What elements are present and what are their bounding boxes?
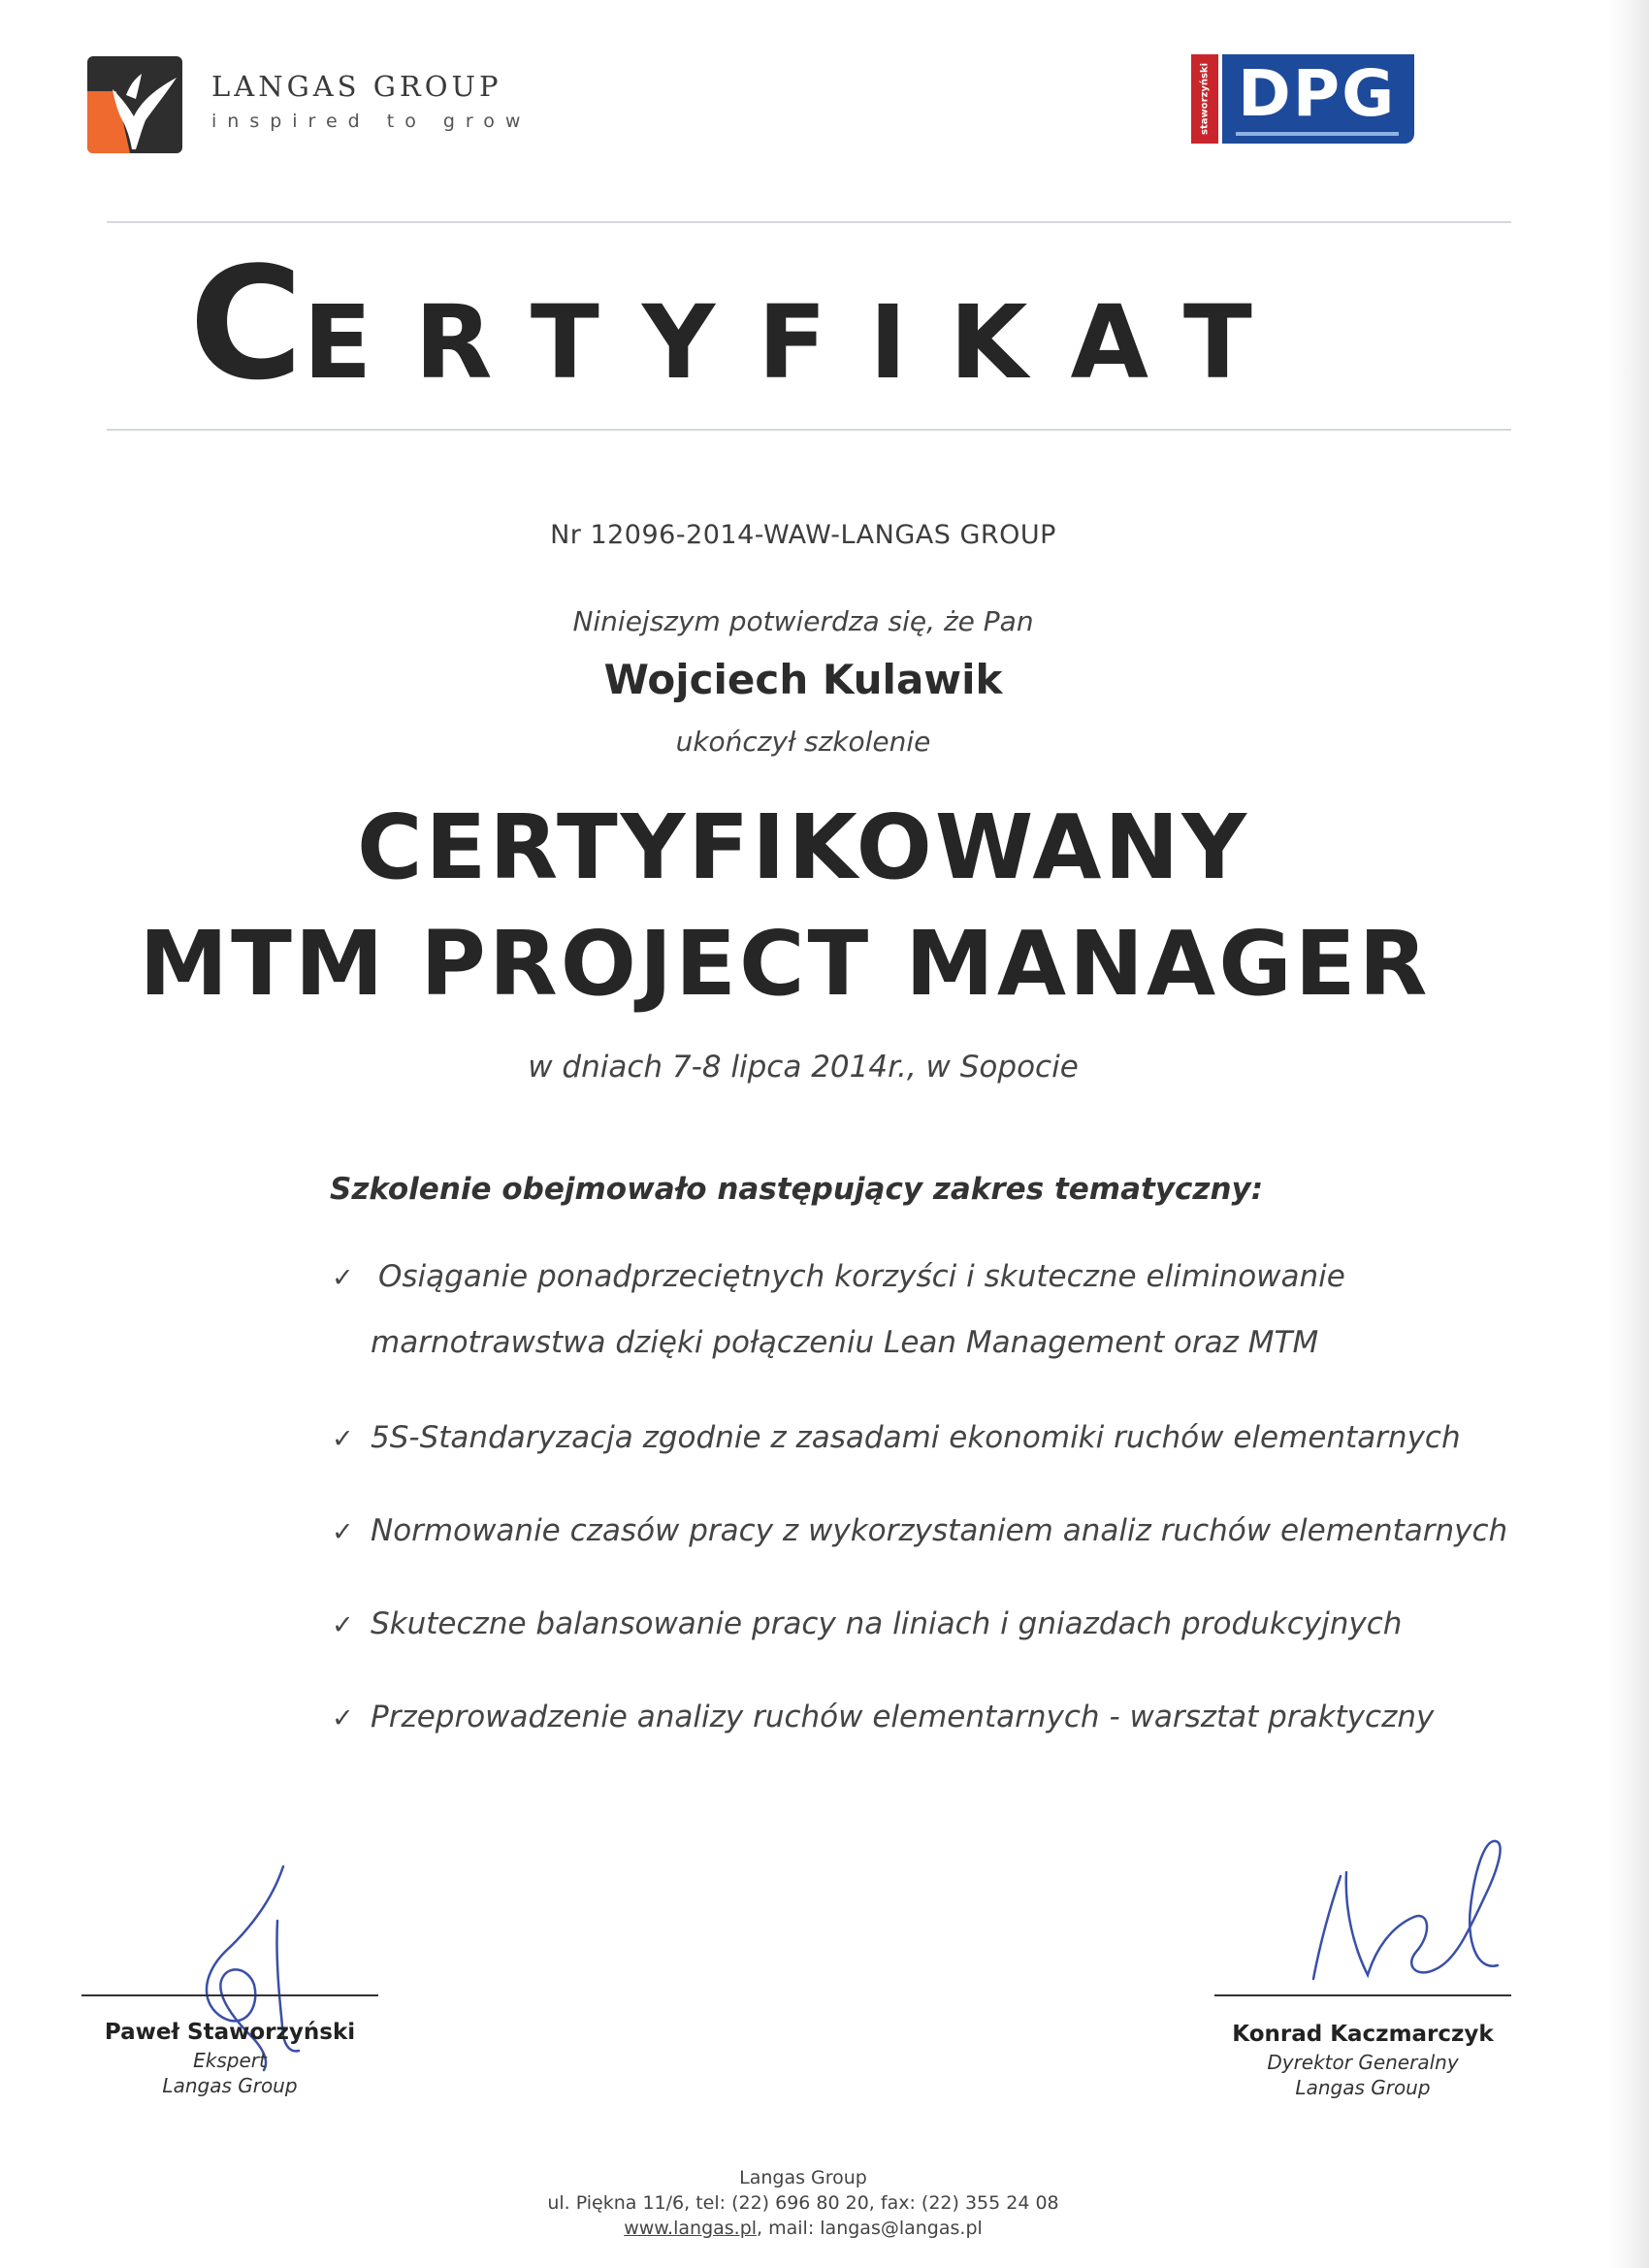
langas-tagline: inspired to grow: [211, 111, 532, 132]
signature-right: [1290, 1833, 1523, 2012]
page-edge-shadow: [1608, 0, 1649, 2268]
top-divider: [107, 221, 1511, 223]
topic-item: Przeprowadzenie analizy ruchów elementarnych - warsztat praktyczny: [371, 1700, 1435, 1734]
check-icon: ✓: [332, 1424, 354, 1454]
certificate-number: Nr 12096-2014-WAW-LANGAS GROUP: [550, 520, 1056, 550]
signatory-org-right: Langas Group: [1295, 2076, 1431, 2099]
footer-contact: [0, 2218, 1606, 2239]
topic-item: Osiąganie ponadprzeciętnych korzyści i skuteczne eliminowanie: [378, 1259, 1345, 1294]
check-icon: ✓: [332, 1517, 354, 1547]
topic-item: 5S-Standaryzacja zgodnie z zasadami ekonomiki ruchów elementarnych: [371, 1420, 1461, 1455]
completed-text: ukończył szkolenie: [675, 726, 931, 758]
title-rest: ERTYFIKAT: [303, 283, 1295, 402]
signatory-org-left: Langas Group: [162, 2074, 298, 2097]
course-title-line1: CERTYFIKOWANY: [356, 795, 1250, 899]
signatory-name-right: Konrad Kaczmarczyk: [1232, 2022, 1494, 2047]
confirmation-text: Niniejszym potwierdza się, że Pan: [572, 605, 1034, 637]
check-icon: ✓: [332, 1263, 354, 1293]
footer-mail-label: , mail:: [757, 2218, 821, 2239]
langas-company-name: LANGAS GROUP: [211, 70, 502, 103]
footer-company: Langas Group: [739, 2167, 867, 2188]
dates-location: w dniach 7-8 lipca 2014r., w Sopocie: [528, 1050, 1079, 1085]
signatory-name-left: Paweł Staworzyński: [104, 2020, 356, 2045]
langas-logo-mark: [87, 56, 182, 153]
signature-line-right: [1214, 1994, 1511, 1996]
dpg-logo: [1191, 54, 1414, 144]
recipient-name: Wojciech Kulawik: [603, 656, 1003, 703]
signature-line-left: [81, 1994, 378, 1996]
scope-heading: Szkolenie obejmowało następujący zakres tematyczny:: [330, 1172, 1264, 1207]
dpg-logo-strip: [1236, 132, 1399, 136]
topic-item: Normowanie czasów pracy z wykorzystaniem analiz ruchów elementarnych: [371, 1513, 1508, 1548]
check-icon: ✓: [332, 1703, 354, 1733]
dpg-logo-text: DPG: [1238, 56, 1397, 131]
footer-website-link[interactable]: www.langas.pl: [624, 2218, 758, 2239]
course-title-line2: MTM PROJECT MANAGER: [139, 912, 1431, 1016]
title-first-letter: C: [189, 233, 304, 414]
dpg-side-text: staworzyński: [1199, 62, 1211, 136]
page-title: [189, 233, 1295, 414]
title-divider: [107, 429, 1511, 431]
signatory-role-left: Ekspert: [193, 2049, 267, 2072]
check-icon: ✓: [332, 1610, 354, 1640]
topic-item-continuation: marnotrawstwa dzięki połączeniu Lean Management oraz MTM: [371, 1325, 1319, 1360]
footer-email: langas@langas.pl: [820, 2218, 983, 2239]
topic-item: Skuteczne balansowanie pracy na liniach i gniazdach produkcyjnych: [371, 1606, 1403, 1641]
signature-left: [175, 1863, 310, 2080]
signatory-role-right: Dyrektor Generalny: [1267, 2051, 1459, 2074]
footer-address: ul. Piękna 11/6, tel: (22) 696 80 20, fax: (22) 355 24 08: [547, 2192, 1059, 2214]
